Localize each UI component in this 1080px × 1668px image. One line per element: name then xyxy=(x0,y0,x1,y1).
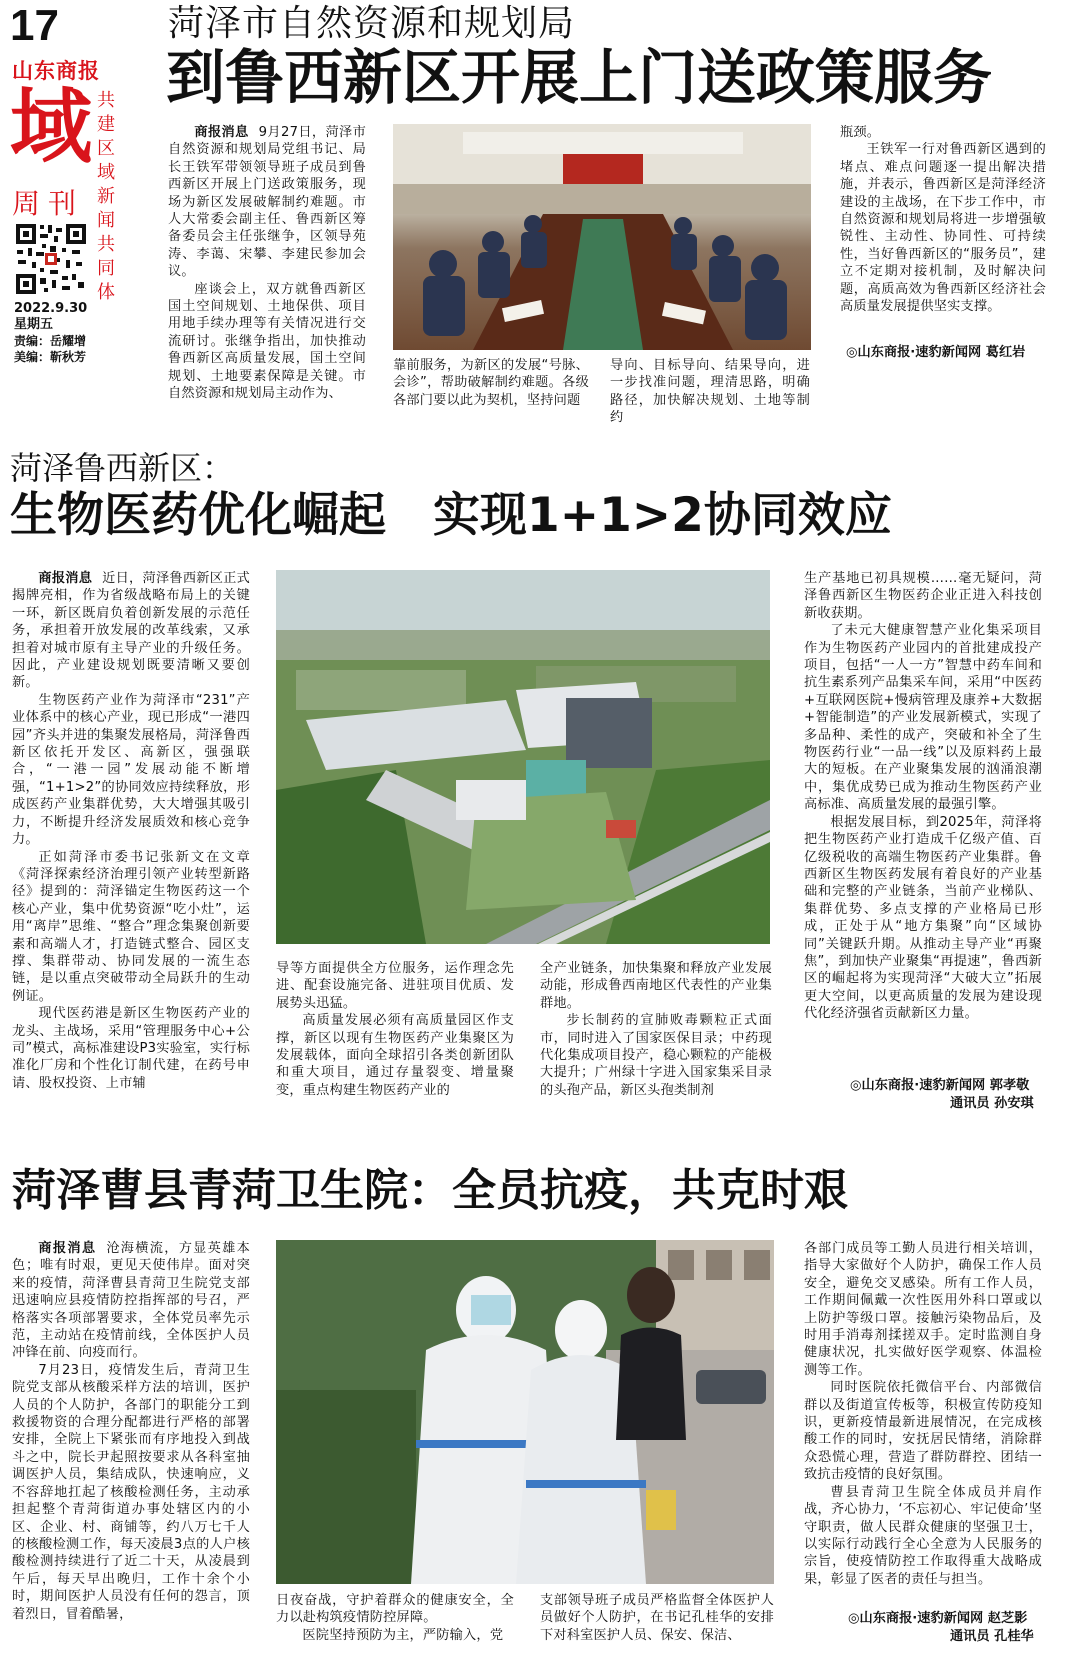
article2-col1-p4: 现代医药港是新区生物医药产业的龙头、主战场，采用“管理服务中心+公司”模式，高标准建设P3实验室，实行标准化厂房和个性化订制代建，在药号申请、股权投资、上市辅 xyxy=(12,1006,250,1091)
issue-weekday: 星期五 xyxy=(14,317,54,332)
article3-col1 xyxy=(12,1240,250,1623)
article2-credit: ◎山东商报·速豹新闻网 郭孝敬 xyxy=(850,1078,1030,1093)
section-char: 域 xyxy=(10,80,93,175)
article3-col2-p1: 日夜奋战，守护着群众的健康安全，全力以赴构筑疫情防控屏障。 xyxy=(276,1593,514,1626)
article2-col1-p1: 近日，菏泽鲁西新区正式揭牌亮相，作为省级战略布局上的关键一环，新区既肩负着创新发展的示范任务，承担着开放发展的改革线索，又承担着对城市原有主导产业的升级任务。因此，产业建设规划既要清晰又要创新。 xyxy=(12,571,250,691)
article1-col4 xyxy=(840,124,1046,315)
aerial-industrial-park-photo xyxy=(276,570,770,944)
article2-headline: 生物医药优化崛起 实现1+1>2协同效应 xyxy=(10,488,892,543)
paper-name: 山东商报 xyxy=(12,59,100,83)
article1-col4-p1: 瓶颈。 xyxy=(840,125,881,140)
article1-col1-p2: 座谈会上，双方就鲁西新区国土空间规划、土地保供、项目用地手续办理等有关情况进行交流研讨。张继争指出，加快推动鲁西新区高质量发展，国土空间规划、土地要素保障是关键。市自然资源和规划局主动作为、 xyxy=(168,281,366,402)
article2-col3-p1: 全产业链条，加快集聚和释放产业发展动能，形成鲁西南地区代表性的产业集群地。 xyxy=(540,961,772,1011)
article3-credit-correspondent: 通讯员 孔桂华 xyxy=(950,1629,1034,1644)
page-number: 17 xyxy=(10,1,59,50)
article2-col2 xyxy=(276,960,514,1099)
article1-col3-p1: 导向、目标导向、结果导向，进一步找准问题，理清思路，明确路径，加快解决规划、土地等制约 xyxy=(610,358,810,426)
article3-credit: ◎山东商报·速豹新闻网 赵芝影 xyxy=(848,1611,1028,1626)
article2-col1 xyxy=(12,570,250,1092)
article2-kicker: 菏泽鲁西新区： xyxy=(10,449,235,487)
article3-col1-p1: 沧海横流，方显英雄本色；唯有时艰，更见天使伟岸。面对突来的疫情，菏泽曹县青菏卫生院党支部迅速响应县疫情防控指挥部的号召，严格落实各项部署要求，全体党员率先示范，主动站在疫情前线，全体医护人员冲锋在前、向疫而行。 xyxy=(12,1241,250,1361)
issue-date: 2022.9.30 xyxy=(14,301,88,316)
article3-col2 xyxy=(276,1592,514,1644)
article1-credit: ◎山东商报·速豹新闻网 葛红岩 xyxy=(846,345,1026,360)
article2-lead: 商报消息 xyxy=(38,571,93,586)
article1-col2 xyxy=(393,357,589,409)
article2-col1-p2: 生物医药产业作为菏泽市“231”产业体系中的核心产业，现已形成“一港四园”齐头并进的集聚发展格局，菏泽鲁西新区依托开发区、高新区，强强联合，“一港一园”发展动能不断增强，“1+1>2”的协同效应持续释放，形成医药产业集群优势，大大增强其吸引力，不断提升经济发展质效和核心竞争力。 xyxy=(12,692,250,848)
article1-col1-p1: 9月27日，菏泽市自然资源和规划局党组书记、局长王铁军带领领导班子成员到鲁西新区开展上门送政策服务，现场为新区发展破解制约难题。市人大常委会副主任、鲁西新区筹备委员会主任张继争，区领导苑涛、李蔼、宋攀、李建民参加会议。 xyxy=(168,125,366,280)
article2-col4-p2: 了未元大健康智慧产业化集采项目作为生物医药产业园内的首批建成投产项目，包括“一人一方”智慧中药车间和抗生素系列产品集采车间，采用“中医药+互联网医院+慢病管理及康养+大数据+智能制造”的产业发展新模式，实现了多品种、柔性的成产，突破和补全了生物医药行业“一品一线”以及原料药上最大的短板。在产业聚集发展的汹涌浪潮中，集优成势已成为推动生物医药产业高标准、高质量发展的最强引擎。 xyxy=(804,623,1042,813)
article3-col4-p2: 同时医院依托微信平台、内部微信群以及街道宣传板等，积极宣传防疫知识，更新疫情最新进展情况，在完成核酸工作的同时，安抚居民情绪，消除群众恐慌心理，营造了群防群控、团结一致抗击疫情的良好氛围。 xyxy=(804,1380,1042,1483)
article3-headline: 菏泽曹县青菏卫生院：全员抗疫，共克时艰 xyxy=(12,1165,848,1216)
qr-code-icon xyxy=(14,222,88,296)
article1-kicker: 菏泽市自然资源和规划局 xyxy=(168,3,576,44)
article2-col4-p3: 根据发展目标，到2025年，菏泽将把生物医药产业打造成千亿级产值、百亿级税收的高端生物医药产业集群。鲁西新区生物医药发展有着良好的产业基础和完整的产业链条，当前产业梯队、集群优势、多点支撑的产业格局已形成，正处于从“地方集聚”向“区域协同”关键跃升期。从推动主导产业“再聚焦”，到加快产业聚集“再提速”，鲁西新区的崛起将为实现菏泽“大破大立”拓展更大空间，以更高质量的发展为建设现代化经济强省贡献新区力量。 xyxy=(804,814,1042,1022)
article3-lead: 商报消息 xyxy=(38,1241,97,1256)
article2-col3 xyxy=(540,960,772,1099)
article3-col3 xyxy=(540,1592,774,1644)
article1-headline: 到鲁西新区开展上门送政策服务 xyxy=(166,43,993,112)
article3-col4-p3: 曹县青菏卫生院全体成员并肩作战，齐心协力，‘不忘初心、牢记使命’坚守职责，做人民群众健康的坚强卫士，以实际行动践行全心全意为人民服务的宗旨，使疫情防控工作取得重大战略成果，彰显了医者的责任与担当。 xyxy=(804,1484,1042,1587)
article2-col4-p1: 生产基地已初具规模……毫无疑问，菏泽鲁西新区生物医药企业正进入科技创新收获期。 xyxy=(804,571,1042,621)
article3-col1-p2: 7月23日，疫情发生后，青菏卫生院党支部从核酸采样方法的培训，医护人员的个人防护，各部门的职能分工到救援物资的合理分配都进行严格的部署安排，全院上下紧张而有序地投入到战斗之中，院长尹起照按要求从各科室抽调医护人员，集结成队，快速响应，义不容辞地扛起了核酸检测任务，主动承担起整个青菏街道办事处辖区内的小区、企业、村、商铺等，约八万七千人的核酸检测工作，每天凌晨3点的人户核酸检测持续进行了近二十天，从凌晨到午后，每天早出晚归，工作十余个小时，期间医护人员没有任何的怨言，顶着烈日，冒着酷暑， xyxy=(12,1362,250,1622)
article3-col3-p1: 支部领导班子成员严格监督全体医护人员做好个人防护，在书记孔桂华的安排下对科室医护人员、保安、保洁、 xyxy=(540,1593,774,1643)
article3-col4 xyxy=(804,1240,1042,1588)
meeting-photo xyxy=(393,124,811,350)
article2-col2-p1: 导等方面提供全方位服务，运作理念先进、配套设施完备、进驻项目优质、发展势头迅猛。 xyxy=(276,961,514,1011)
article1-lead: 商报消息 xyxy=(194,125,249,140)
article1-col3 xyxy=(610,357,810,427)
article2-col1-p3: 正如菏泽市委书记张新文在文章《菏泽探索经济治理引领产业转型新路径》提到的：菏泽锚定生物医药这一个核心产业，集中优势资源“吃小灶”，运用“离岸”思维、“整合”理念集聚创新要素和高端人才，打造链式整合、园区支撑、集群带动、协同发展的一流生态链，是以重点突破带动全局跃升的生动例证。 xyxy=(12,849,250,1004)
article3-col2-p2: 医院坚持预防为主，严防输入，党 xyxy=(302,1627,504,1643)
article2-col3-p2: 步长制药的宣肺败毒颗粒正式面市，同时进入了国家医保目录；中药现代化集成项目投产，稳心颗粒的产能极大提升；广州绿十字进入国家集采目录的头孢产品，新区头孢类制剂 xyxy=(540,1013,772,1098)
article2-credit-correspondent: 通讯员 孙安琪 xyxy=(950,1096,1034,1111)
article1-col2-p1: 靠前服务，为新区的发展“号脉、会诊”，帮助破解制约难题。各级各部门要以此为契机，坚持问题 xyxy=(393,358,589,408)
article2-col2-p2: 高质量发展必须有高质量园区作支撑，新区以现有生物医药产业集聚区为发展载体，面向全球招引各类创新团队和重大项目，通过存量裂变、增量聚变，重点构建生物医药产业的 xyxy=(276,1013,514,1098)
article1-col1 xyxy=(168,124,366,403)
editor-credit: 责编：岳耀增 xyxy=(14,334,87,348)
weekly-label: 周刊 xyxy=(12,187,85,220)
medical-workers-photo xyxy=(276,1240,774,1584)
slogan: 共建区域新闻共同体 xyxy=(94,90,115,306)
article1-col4-p2: 王铁军一行对鲁西新区遇到的堵点、难点问题逐一提出解决措施，并表示，鲁西新区是菏泽经济建设的主战场，在下步工作中，市自然资源和规划局将进一步增强敏锐性、主动性、协同性、可持续性，当好鲁西新区的“服务员”，建立不定期对接机制，及时解决问题，高质高效为鲁西新区经济社会高质量发展提供坚实支撑。 xyxy=(840,142,1046,315)
article3-col4-p1: 各部门成员等工勤人员进行相关培训，指导大家做好个人防护，确保工作人员安全，避免交叉感染。所有工作人员，工作期间佩戴一次性医用外科口罩或以上防护等级口罩。接触污染物品后，及时用手消毒剂揉搓双手。定时监测自身健康状况，扎实做好医学观察、体温检测等工作。 xyxy=(804,1241,1042,1378)
designer-credit: 美编：靳秋芳 xyxy=(14,350,87,364)
article2-col4 xyxy=(804,570,1042,1023)
